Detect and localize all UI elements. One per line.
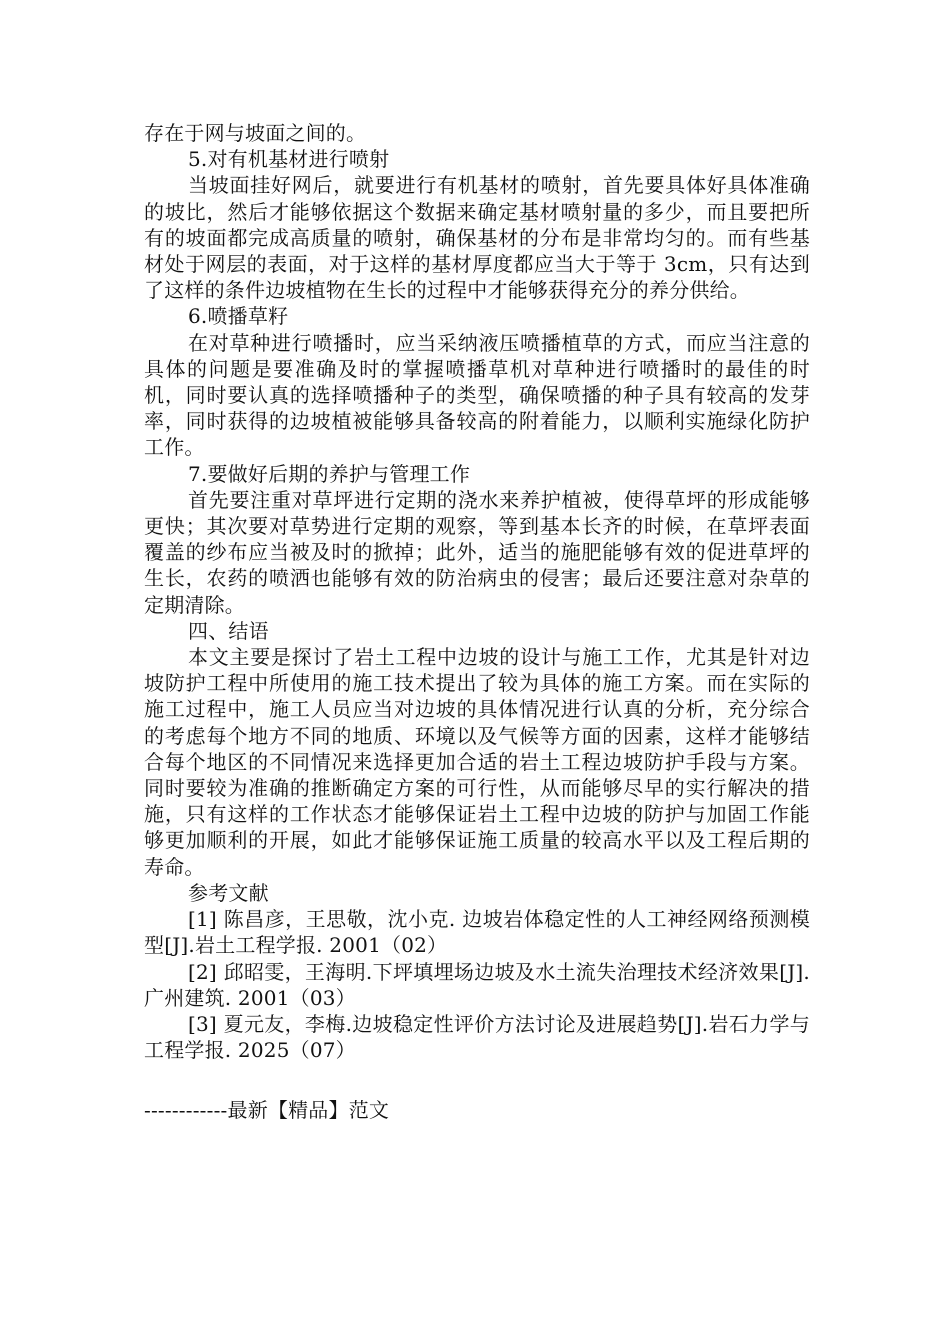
reference-item-3: [3] 夏元友，李梅.边坡稳定性评价方法讨论及进展趋势[J].岩石力学与工程学报. 2025（07）: [144, 1011, 810, 1063]
section-heading-6: 6.喷播草籽: [188, 304, 289, 329]
references-heading: 参考文献: [188, 880, 269, 905]
reference-item-1: [1] 陈昌彦，王思敬，沈小克. 边坡岩体稳定性的人工神经网络预测模型[J].岩土工程学报. 2001（02）: [144, 907, 810, 958]
paragraph-substrate-spraying: 当坡面挂好网后，就要进行有机基材的喷射，首先要具体好具体准确的坡比，然后才能够依据这个数据来确定基材喷射量的多少，而且要把所有的坡面都完成高质量的喷射，确保基材的分布是非常均匀的。而有些基材处于网层的表面，对于这样的基材厚度都应当大于等于 3cm，只有达到了这样的条件边坡植物在生长的过程中才能够获得充分的养分供给。: [144, 173, 810, 303]
reference-item-2: [2] 邱昭雯，王海明.下坪填埋场边坡及水土流失治理技术经济效果[J].广州建筑. 2001（03）: [144, 959, 810, 1010]
document-body: [144, 120, 810, 1063]
paragraph-seed-spraying: 在对草种进行喷播时，应当采纳液压喷播植草的方式，而应当注意的具体的问题是要准确及时的掌握喷播草机对草种进行喷播时的最佳的时机，同时要认真的选择喷播种子的类型，确保喷播的种子具有较高的发芽率，同时获得的边坡植被能够具备较高的附着能力，以顺利实施绿化防护工作。: [144, 330, 810, 460]
page-footer: ------------最新【精品】范文: [144, 1098, 390, 1122]
section-heading-7: 7.要做好后期的养护与管理工作: [188, 461, 471, 486]
section-heading-conclusion: 四、结语: [188, 618, 269, 643]
paragraph-maintenance: 首先要注重对草坪进行定期的浇水来养护植被，使得草坪的形成能够更快；其次要对草势进行定期的观察，等到基本长齐的时候，在草坪表面覆盖的纱布应当被及时的掀掉；此外，适当的施肥能够有效的促进草坪的生长，农药的喷洒也能够有效的防治病虫的侵害；最后还要注意对杂草的定期清除。: [144, 487, 810, 617]
paragraph-conclusion: 本文主要是探讨了岩土工程中边坡的设计与施工工作，尤其是针对边坡防护工程中所使用的施工技术提出了较为具体的施工方案。而在实际的施工过程中，施工人员应当对边坡的具体情况进行认真的分析，充分综合的考虑每个地方不同的地质、环境以及气候等方面的因素，这样才能够结合每个地区的不同情况来选择更加合适的岩土工程边坡防护手段与方案。同时要较为准确的推断确定方案的可行性，从而能够尽早的实行解决的措施，只有这样的工作状态才能够保证岩土工程中边坡的防护与加固工作能够更加顺利的开展，如此才能够保证施工质量的较高水平以及工程后期的寿命。: [144, 645, 810, 879]
paragraph-continued: 存在于网与坡面之间的。: [144, 121, 367, 145]
section-heading-5: 5.对有机基材进行喷射: [188, 147, 390, 172]
